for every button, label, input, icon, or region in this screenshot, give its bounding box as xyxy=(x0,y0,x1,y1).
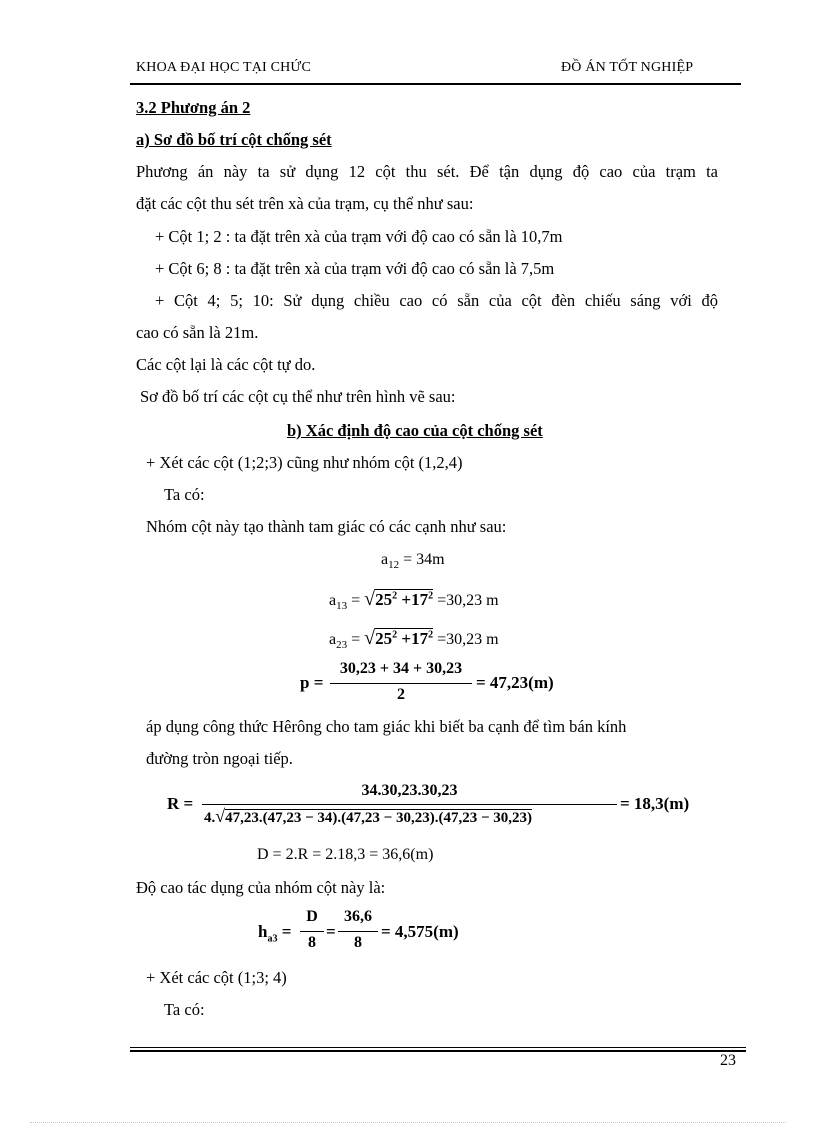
radicand-a23: $25^2 +17^2$ xyxy=(375,629,434,648)
sqrt-sign-icon: √ xyxy=(364,588,376,610)
paragraph-2: Các cột lại là các cột tự do. xyxy=(136,355,316,374)
equation-r-fraction-bar xyxy=(202,804,617,805)
paragraph-4: Nhóm cột này tạo thành tam giác có các cạnh như sau: xyxy=(146,517,507,536)
subheading-b: b) Xác định độ cao của cột chống sét xyxy=(287,421,543,440)
equation-r-radicand: 47,23.(47,23 − 34).(47,23 − 30,23).(47,23 − 30,23) xyxy=(225,810,533,826)
paragraph-5-line-1: áp dụng công thức Hêrông cho tam giác khi biết ba cạnh để tìm bán kính xyxy=(146,717,627,736)
case-1-taco: Ta có: xyxy=(164,485,205,504)
paragraph-1-line-1: Phương án này ta sử dụng 12 cột thu sét. Để tận dụng độ cao của trạm ta xyxy=(136,162,718,181)
sqrt-sign-icon: √ xyxy=(364,627,376,649)
case-2-taco: Ta có: xyxy=(164,1000,205,1019)
equation-p-lhs: p = xyxy=(300,673,324,692)
bullet-2: + Cột 6; 8 : ta đặt trên xà của trạm với độ cao có sẵn là 7,5m xyxy=(155,259,555,278)
equation-r-rhs: = 18,3(m) xyxy=(620,794,690,813)
paragraph-3: Sơ đồ bố trí các cột cụ thể như trên hình vẽ sau: xyxy=(140,387,456,406)
equation-p-numerator: 30,23 + 34 + 30,23 xyxy=(339,660,463,677)
equation-h-lhs: $h_{a3}$ = xyxy=(258,922,292,945)
equation-p-rhs: = 47,23(m) xyxy=(476,673,554,692)
equation-a13: $a_{13} = √25^2 +17^2 =30,23$ m xyxy=(329,588,499,613)
equation-h-equals: = xyxy=(326,922,336,941)
bullet-1: + Cột 1; 2 : ta đặt trên xà của trạm với độ cao có sẵn là 10,7m xyxy=(155,227,563,246)
paragraph-5-line-2: đường tròn ngoại tiếp. xyxy=(146,749,293,768)
equation-p-denominator: 2 xyxy=(397,686,405,703)
equation-p-fraction-bar xyxy=(330,683,472,684)
equation-h-fraction-1-bar xyxy=(300,931,324,932)
equation-d: D = 2.R = 2.18,3 = 36,6(m) xyxy=(257,846,434,863)
paragraph-1-line-2: đặt các cột thu sét trên xà của trạm, cụ thể như sau: xyxy=(136,194,474,213)
equation-r-numerator: 34.30,23.30,23 xyxy=(361,782,458,799)
header-right: ĐỒ ÁN TỐT NGHIỆP xyxy=(561,60,694,75)
footer-rule-bottom xyxy=(130,1050,746,1052)
equation-h-fraction-2-numerator: 36,6 xyxy=(344,908,372,925)
equation-a23: $a_{23} = √25^2 +17^2 =30,23$ m xyxy=(329,627,499,652)
page-number: 23 xyxy=(720,1052,736,1069)
equation-a12: $a_{12} = 34m$ xyxy=(381,551,445,572)
sqrt-sign-icon: √ xyxy=(215,806,226,826)
equation-h-fraction-2-denominator: 8 xyxy=(354,934,362,951)
section-heading: 3.2 Phương án 2 xyxy=(136,98,251,117)
equation-h-fraction-1-numerator: D xyxy=(306,908,318,925)
equation-r-denominator: 4.√47,23.(47,23 − 34).(47,23 − 30,23).(47,23 − 30,23) xyxy=(204,806,533,826)
case-2-title: + Xét các cột (1;3; 4) xyxy=(146,968,287,987)
radicand-a13: $25^2 +17^2$ xyxy=(375,590,434,609)
equation-r-lhs: R = xyxy=(167,794,194,813)
footer-rule-top xyxy=(130,1047,746,1048)
header-rule xyxy=(130,83,741,85)
bullet-3-line-1: + Cột 4; 5; 10: Sử dụng chiều cao có sẵn của cột đèn chiếu sáng với độ xyxy=(155,291,718,310)
paragraph-6: Độ cao tác dụng của nhóm cột này là: xyxy=(136,878,386,897)
header-left: KHOA ĐẠI HỌC TẠI CHỨC xyxy=(136,60,312,75)
equation-h-fraction-1-denominator: 8 xyxy=(308,934,316,951)
equation-h-rhs: = 4,575(m) xyxy=(381,922,459,941)
case-1-title: + Xét các cột (1;2;3) cũng như nhóm cột (1,2,4) xyxy=(146,453,463,472)
bullet-3-line-2: cao có sẵn là 21m. xyxy=(136,323,259,342)
subheading-a: a) Sơ đồ bố trí cột chống sét xyxy=(136,130,332,149)
equation-h-fraction-2-bar xyxy=(338,931,378,932)
